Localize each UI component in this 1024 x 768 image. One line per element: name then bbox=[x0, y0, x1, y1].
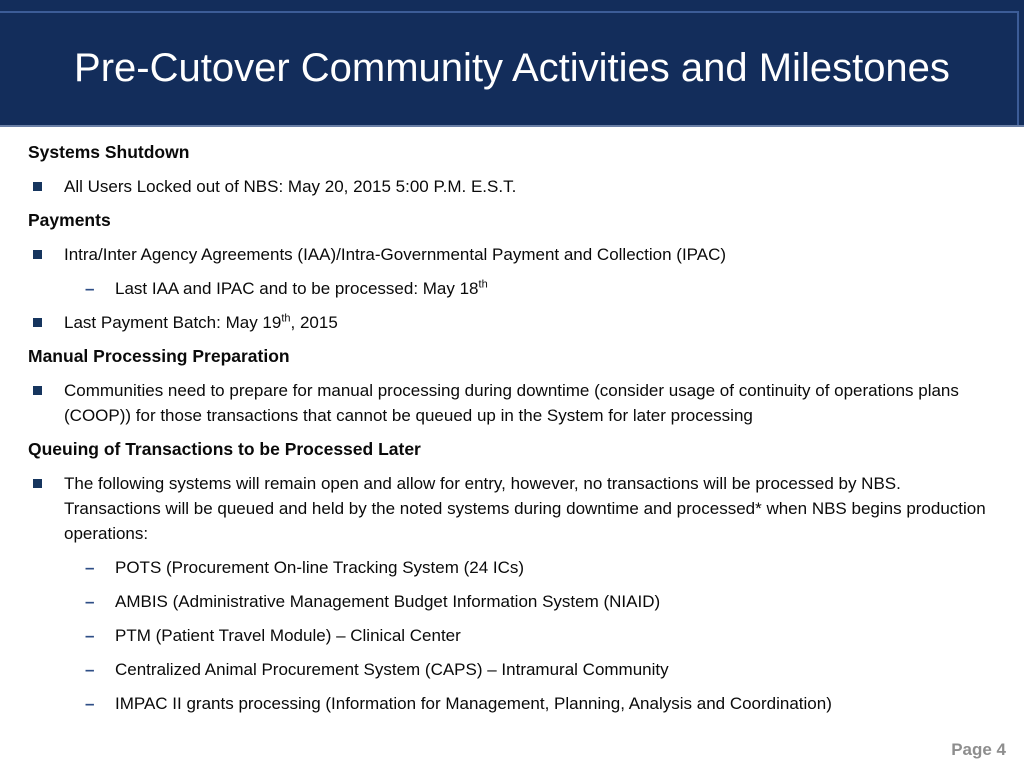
bullet-item bbox=[28, 471, 994, 546]
slide-body bbox=[0, 127, 1024, 716]
bullet-text: Last Payment Batch: May 19th, 2015 bbox=[64, 312, 338, 332]
dash-icon: – bbox=[85, 660, 95, 679]
sub-bullet-text: Last IAA and IPAC and to be processed: May 18th bbox=[115, 278, 488, 298]
bullet-item bbox=[28, 242, 994, 267]
sub-bullet-item bbox=[28, 691, 994, 716]
dash-icon: – bbox=[85, 626, 95, 645]
sub-bullet-text: Centralized Animal Procurement System (CAPS) – Intramural Community bbox=[115, 660, 669, 679]
ordinal-superscript: th bbox=[281, 312, 291, 325]
section-heading: Systems Shutdown bbox=[28, 142, 190, 162]
page-number: Page 4 bbox=[951, 740, 1006, 759]
section-heading: Manual Processing Preparation bbox=[28, 346, 290, 366]
sub-bullet-text: PTM (Patient Travel Module) – Clinical Center bbox=[115, 626, 461, 645]
sub-bullet-item bbox=[28, 657, 994, 682]
bullet-text: All Users Locked out of NBS: May 20, 2015 5:00 P.M. E.S.T. bbox=[64, 177, 517, 196]
section-heading: Queuing of Transactions to be Processed Later bbox=[28, 439, 421, 459]
bullet-item bbox=[28, 174, 994, 199]
dash-icon: – bbox=[85, 592, 95, 611]
bullet-square-icon bbox=[33, 250, 42, 259]
sub-bullet-item bbox=[28, 276, 994, 301]
slide-title: Pre-Cutover Community Activities and Milestones bbox=[74, 46, 950, 90]
bullet-square-icon bbox=[33, 479, 42, 488]
ordinal-superscript: th bbox=[478, 278, 488, 291]
section-heading: Payments bbox=[28, 210, 111, 230]
dash-icon: – bbox=[85, 279, 95, 298]
bullet-text: Intra/Inter Agency Agreements (IAA)/Intra-Governmental Payment and Collection (IPAC) bbox=[64, 245, 727, 264]
bullet-item bbox=[28, 378, 994, 428]
bullet-item bbox=[28, 310, 994, 335]
slide-header bbox=[0, 0, 1024, 127]
sub-bullet-item bbox=[28, 555, 994, 580]
dash-icon: – bbox=[85, 694, 95, 713]
bullet-text: Communities need to prepare for manual processing during downtime (consider usage of continuity of operations plans (COOP)) for those transactions that cannot be queued up in the System for later processing bbox=[64, 381, 959, 425]
bullet-square-icon bbox=[33, 386, 42, 395]
sub-bullet-item bbox=[28, 623, 994, 648]
bullet-square-icon bbox=[33, 182, 42, 191]
sub-bullet-text: POTS (Procurement On-line Tracking System (24 ICs) bbox=[115, 558, 525, 577]
bullet-square-icon bbox=[33, 318, 42, 327]
bullet-text: The following systems will remain open and allow for entry, however, no transactions will be processed by NBS. Transactions will be queued and held by the noted systems during downtime and processed* when NBS begins production operations: bbox=[64, 474, 986, 543]
sub-bullet-text: AMBIS (Administrative Management Budget Information System (NIAID) bbox=[115, 592, 661, 611]
dash-icon: – bbox=[85, 558, 95, 577]
sub-bullet-text: IMPAC II grants processing (Information for Management, Planning, Analysis and Coordination) bbox=[115, 694, 832, 713]
sub-bullet-item bbox=[28, 589, 994, 614]
